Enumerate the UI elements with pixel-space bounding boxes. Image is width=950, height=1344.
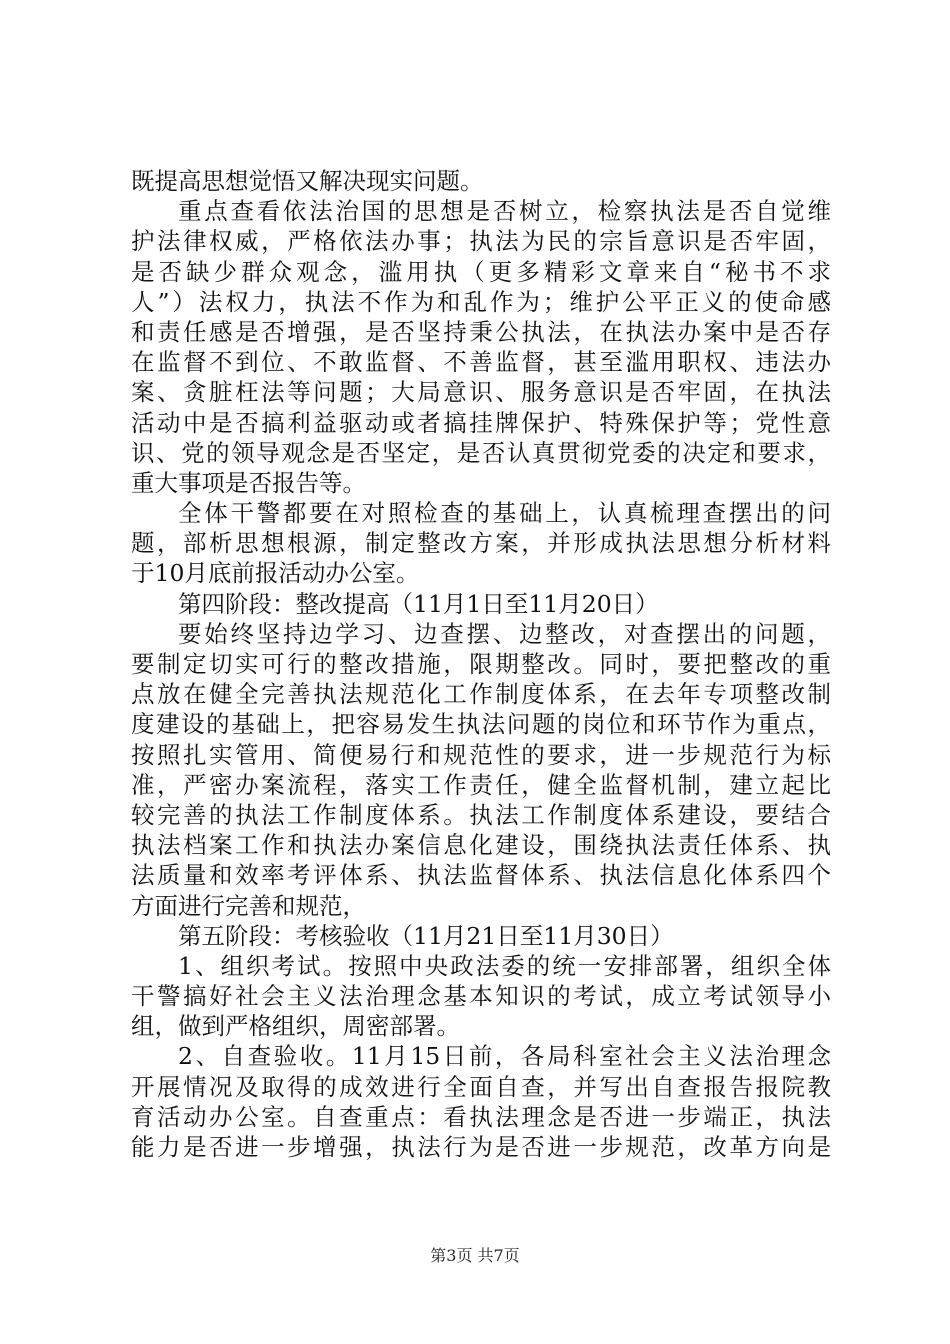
text-line: 于10月底前报活动办公室。: [131, 559, 420, 588]
text-line: 开展情况及取得的成效进行全面自查，并写出自查报告报院教: [131, 1072, 831, 1101]
text-line: 和责任感是否增强，是否坚持秉公执法，在执法办案中是否存: [131, 317, 831, 346]
paragraph: [131, 166, 831, 196]
text-line: 点放在健全完善执法规范化工作制度体系，在去年专项整改制: [131, 680, 831, 709]
text-line: 第五阶段：考核验收（11月21日至11月30日）: [178, 921, 674, 950]
text-line: 能力是否进一步增强，执法行为是否进一步规范，改革方向是: [131, 1133, 831, 1161]
text-line: 第四阶段：整改提高（11月1日至11月20日）: [178, 589, 659, 618]
text-line: 在监督不到位、不敢监督、不善监督，甚至滥用职权、违法办: [131, 348, 831, 377]
text-line: 按照扎实管用、简便易行和规范性的要求，进一步规范行为标: [131, 740, 831, 769]
paragraph: [131, 951, 831, 1042]
paragraph: [131, 619, 831, 921]
text-line: 较完善的执法工作制度体系。执法工作制度体系建设，要结合: [131, 800, 831, 829]
text-line: 重大事项是否报告等。: [131, 468, 366, 497]
text-line: 重点查看依法治国的思想是否树立，检察执法是否自觉维: [178, 197, 831, 226]
section-heading: [131, 589, 831, 619]
document-body: [131, 166, 831, 1162]
text-line: 护法律权威，严格依法办事；执法为民的宗旨意识是否牢固，: [131, 227, 831, 256]
text-line: 2、自查验收。11月15日前，各局科室社会主义法治理念: [178, 1042, 831, 1071]
text-line: 是否缺少群众观念，滥用执（更多精彩文章来自“秘书不求: [131, 257, 831, 286]
paragraph: [131, 196, 831, 498]
text-line: 准，严密办案流程，落实工作责任，健全监督机制，建立起比: [131, 770, 831, 799]
text-line: 要始终坚持边学习、边查摆、边整改，对查摆出的问题，: [178, 619, 831, 648]
text-line: 题，部析思想根源，制定整改方案，并形成执法思想分析材料: [131, 529, 831, 558]
text-line: 案、贪脏枉法等问题；大局意识、服务意识是否牢固，在执法: [131, 378, 831, 407]
text-line: 识、党的领导观念是否坚定，是否认真贯彻党委的决定和要求，: [131, 438, 831, 467]
text-line: 组，做到严格组织，周密部署。: [131, 1012, 460, 1041]
text-line: 1、组织考试。按照中央政法委的统一安排部署，组织全体: [178, 951, 831, 980]
text-line: 度建设的基础上，把容易发生执法问题的岗位和环节作为重点，: [131, 710, 831, 739]
text-line: 干警搞好社会主义法治理念基本知识的考试，成立考试领导小: [131, 982, 831, 1011]
page-number-footer: 第3页 共7页: [430, 1246, 520, 1265]
text-line: 要制定切实可行的整改措施，限期整改。同时，要把整改的重: [131, 650, 831, 678]
text-line: 方面进行完善和规范，: [131, 891, 366, 920]
section-heading: [131, 921, 831, 951]
text-line: 育活动办公室。自查重点：看执法理念是否进一步端正，执法: [131, 1102, 831, 1131]
text-line: 人”）法权力，执法不作为和乱作为；维护公平正义的使命感: [131, 287, 831, 316]
text-line: 执法档案工作和执法办案信息化建设，围绕执法责任体系、执: [131, 831, 831, 860]
paragraph: [131, 498, 831, 589]
text-line: 全体干警都要在对照检查的基础上，认真梳理查摆出的问: [178, 499, 831, 528]
text-line: 既提高思想觉悟又解决现实问题。: [131, 167, 484, 195]
text-line: 活动中是否搞利益驱动或者搞挂牌保护、特殊保护等；党性意: [131, 408, 831, 437]
paragraph: [131, 1041, 831, 1162]
text-line: 法质量和效率考评体系、执法监督体系、执法信息化体系四个: [131, 861, 831, 890]
